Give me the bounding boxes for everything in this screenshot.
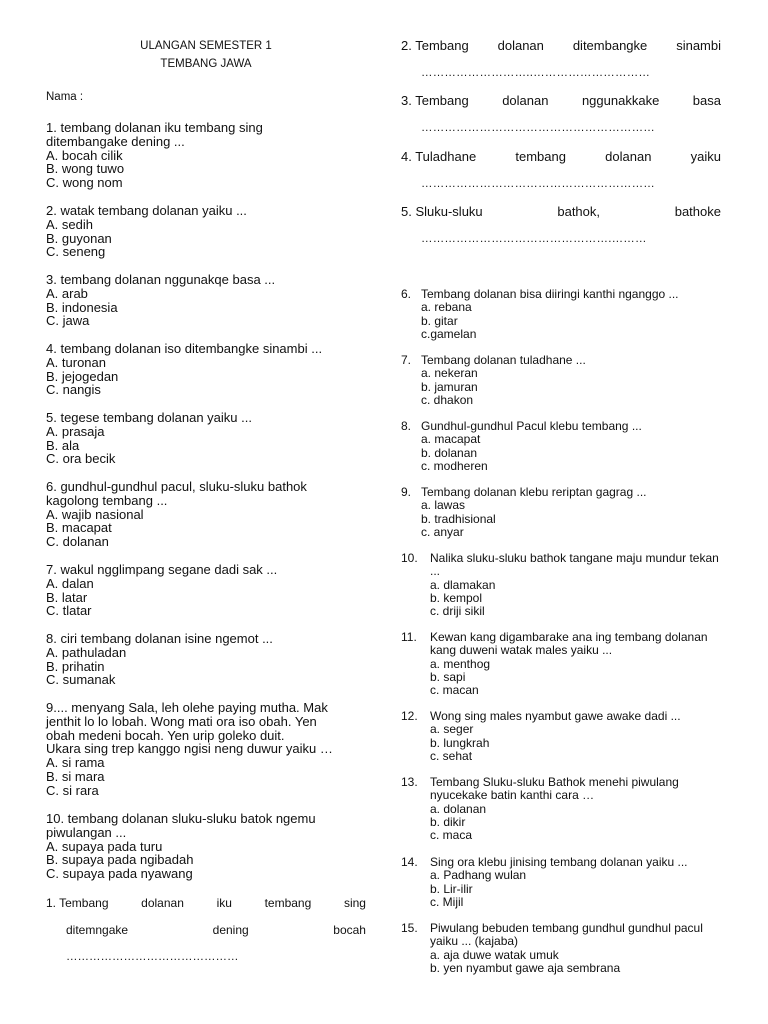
question-6 <box>401 288 721 341</box>
answer-option: C. supaya pada nyawang <box>46 866 193 882</box>
question-8 <box>401 420 721 473</box>
answer-option: c. anyar <box>421 524 464 539</box>
essay-word: dolanan <box>497 38 544 53</box>
answer-options <box>401 723 721 763</box>
answer-options <box>401 499 721 539</box>
answer-option: A. sedih <box>46 216 93 232</box>
answer-option: A. prasaja <box>46 423 105 439</box>
answer-option: b. Lir-ilir <box>430 881 473 896</box>
answer-option: a. lawas <box>421 498 466 513</box>
answer-option: C. sumanak <box>46 672 116 688</box>
answer-option: c. modheren <box>421 458 488 473</box>
essay-question-3 <box>401 93 721 134</box>
answer-option: c. macan <box>430 683 479 698</box>
question-head <box>401 776 721 803</box>
question-number: 15. <box>401 921 418 935</box>
answer-option: C. tlatar <box>46 603 92 619</box>
answer-options <box>401 367 721 407</box>
essay-prompt <box>401 204 721 219</box>
answer-option: C. ora becik <box>46 451 116 467</box>
answer-option: B. si mara <box>46 768 105 784</box>
question-text: Tembang dolanan klebu reriptan gagrag ... <box>421 485 647 499</box>
answer-option: A. wajib nasional <box>46 506 144 522</box>
question-text: Tembang dolanan tuladhane ... <box>421 353 586 367</box>
answer-option: A. supaya pada turu <box>46 838 163 854</box>
essay-word: dolanan <box>605 149 652 164</box>
answer-options <box>401 949 721 976</box>
question-head <box>401 552 721 579</box>
answer-options <box>401 658 721 698</box>
question-text: piwulangan ... <box>46 824 127 840</box>
answer-option: C. jawa <box>46 313 90 329</box>
answer-option: c. Mijil <box>430 894 464 909</box>
answer-line: …………………………………………………… <box>421 178 655 190</box>
answer-option: c.gamelan <box>421 326 477 341</box>
answer-option: B. wong tuwo <box>46 161 125 177</box>
question-10 <box>46 812 366 881</box>
essay-word: dolanan <box>502 93 549 108</box>
essay-word: yaiku <box>690 149 721 164</box>
essay-question-4 <box>401 149 721 190</box>
answer-option: b. dolanan <box>421 445 478 460</box>
question-text: obah medeni bocah. Yen urip goleko duit. <box>46 727 285 743</box>
answer-option: c. driji sikil <box>430 604 485 619</box>
question-text: 10. tembang dolanan sluku-sluku batok ngemu <box>46 811 316 826</box>
answer-options <box>401 579 721 619</box>
question-text: Tembang dolanan bisa diiringi kanthi nganggo ... <box>421 287 679 301</box>
answer-option: a. Padhang wulan <box>430 868 527 883</box>
answer-option: a. nekeran <box>421 366 478 381</box>
question-number: 14. <box>401 855 418 869</box>
question-text: Wong sing males nyambut gawe awake dadi ... <box>430 709 681 723</box>
exam-subtitle: TEMBANG JAWA <box>160 58 252 70</box>
question-head <box>401 288 721 301</box>
answer-option: a. menthog <box>430 656 491 671</box>
essay-prompt <box>401 38 721 53</box>
essay-word: nggunakkake <box>581 93 660 108</box>
answer-option: B. guyonan <box>46 230 112 246</box>
answer-line: ………………………………………….……… <box>421 233 647 245</box>
answer-option: b. lungkrah <box>430 735 490 750</box>
question-9 <box>401 486 721 539</box>
essay-word: bathok, <box>557 204 601 219</box>
question-12 <box>401 710 721 763</box>
essay-word: bathoke <box>674 204 721 219</box>
answer-option: B. jejogedan <box>46 368 119 384</box>
answer-option: C. si rara <box>46 782 99 798</box>
essay-word: sing <box>343 896 366 910</box>
answer-option: C. dolanan <box>46 534 109 550</box>
question-text: Nalika sluku-sluku bathok tangane maju mundur tekan ... <box>430 551 719 579</box>
question-head <box>401 420 721 433</box>
question-head <box>401 710 721 723</box>
question-text: 1. tembang dolanan iku tembang sing <box>46 120 263 135</box>
question-5 <box>46 411 366 466</box>
question-text: 7. wakul ngglimpang segane dadi sak ... <box>46 562 278 577</box>
question-1 <box>46 121 366 190</box>
answer-options <box>401 803 721 843</box>
question-number: 6. <box>401 287 412 301</box>
answer-options <box>401 869 721 909</box>
answer-option: B. prihatin <box>46 658 105 674</box>
question-head <box>401 922 721 949</box>
answer-options <box>401 301 721 341</box>
question-11 <box>401 631 721 697</box>
answer-option: c. dhakon <box>421 392 474 407</box>
question-text: Piwulang bebuden tembang gundhul gundhul pacul yaiku ... (kajaba) <box>430 921 703 949</box>
question-10 <box>401 552 721 618</box>
question-number: 9. <box>401 485 412 499</box>
answer-option: c. sehat <box>430 748 473 763</box>
answer-option: a. dlamakan <box>430 577 496 592</box>
essay-prompt <box>401 93 721 108</box>
question-number: 7. <box>401 353 412 367</box>
answer-option: A. si rama <box>46 755 105 771</box>
answer-option: A. dalan <box>46 575 94 591</box>
essay-word: 2. Tembang <box>401 38 469 53</box>
question-head <box>401 631 721 658</box>
answer-option: b. kempol <box>430 590 483 605</box>
answer-option: A. arab <box>46 285 88 301</box>
answer-option: B. supaya pada ngibadah <box>46 852 194 868</box>
answer-option: a. dolanan <box>430 801 487 816</box>
essay-word: iku <box>216 896 232 910</box>
question-number: 8. <box>401 419 412 433</box>
question-text: 3. tembang dolanan nggunakqe basa ... <box>46 272 276 287</box>
answer-option: b. sapi <box>430 669 466 684</box>
exam-title: ULANGAN SEMESTER 1 <box>140 40 272 52</box>
answer-option: c. maca <box>430 828 473 843</box>
question-7 <box>401 354 721 407</box>
question-text: ditembangake dening ... <box>46 133 185 149</box>
answer-option: B. latar <box>46 589 88 605</box>
question-number: 11. <box>401 630 417 644</box>
answer-option: b. dikir <box>430 814 466 829</box>
answer-option: a. rebana <box>421 300 472 315</box>
question-text: 2. watak tembang dolanan yaiku ... <box>46 203 247 218</box>
essay-word: dolanan <box>141 896 184 910</box>
question-text: Ukara sing trep kanggo ngisi neng duwur yaiku … <box>46 741 333 757</box>
answer-options <box>401 433 721 473</box>
question-head <box>401 354 721 367</box>
question-9 <box>46 701 366 798</box>
question-7 <box>46 563 366 618</box>
question-number: 12. <box>401 709 418 723</box>
question-text: 4. tembang dolanan iso ditembangke sinambi ... <box>46 341 323 356</box>
question-text: Sing ora klebu jinising tembang dolanan yaiku ... <box>430 855 688 869</box>
answer-option: a. macapat <box>421 432 481 447</box>
answer-option: A. pathuladan <box>46 644 127 660</box>
answer-option: a. seger <box>430 722 474 737</box>
answer-option: B. indonesia <box>46 299 118 315</box>
answer-line: ………………………..………………………… <box>421 67 651 79</box>
question-13 <box>401 776 721 842</box>
essay-word: sinambi <box>676 38 721 53</box>
answer-option: C. wong nom <box>46 175 123 191</box>
answer-option: b. yen nyambut gawe aja sembrana <box>430 960 621 975</box>
question-6 <box>46 480 366 549</box>
question-text: 5. tegese tembang dolanan yaiku ... <box>46 410 252 425</box>
essay-word: ditembangke <box>572 38 648 53</box>
answer-option: C. nangis <box>46 382 101 398</box>
answer-option: b. gitar <box>421 313 458 328</box>
question-text: 9.... menyang Sala, leh olehe paying mutha. Mak <box>46 700 328 715</box>
question-number: 13. <box>401 775 418 789</box>
essay-word: 3. Tembang <box>401 93 469 108</box>
question-head <box>401 486 721 499</box>
answer-option: A. turonan <box>46 354 106 370</box>
question-text: kagolong tembang ... <box>46 492 168 508</box>
answer-option: B. macapat <box>46 520 112 536</box>
answer-option: B. ala <box>46 437 80 453</box>
essay-word: 1. Tembang <box>46 896 109 910</box>
question-3 <box>46 273 366 328</box>
essay-prompt <box>401 149 721 164</box>
question-number: 10. <box>401 551 418 565</box>
answer-option: A. bocah cilik <box>46 147 123 163</box>
answer-option: a. aja duwe watak umuk <box>430 947 559 962</box>
answer-line: ……………………………………… <box>66 951 239 963</box>
question-text: 8. ciri tembang dolanan isine ngemot ... <box>46 631 273 646</box>
essay-word: bocah <box>333 923 366 937</box>
essay-word: tembang <box>264 896 312 910</box>
essay-word: 5. Sluku-sluku <box>401 204 483 219</box>
essay-word: dening <box>212 923 249 937</box>
essay-word: 4. Tuladhane <box>401 149 477 164</box>
essay-question-2 <box>401 38 721 79</box>
essay-word: basa <box>692 93 721 108</box>
question-text: Tembang Sluku-sluku Bathok menehi piwulang nyucekake batin kanthi cara … <box>430 775 679 803</box>
answer-option: b. jamuran <box>421 379 478 394</box>
question-14 <box>401 856 721 909</box>
name-label: Nama : <box>46 91 84 103</box>
answer-option: b. tradhisional <box>421 511 496 526</box>
essay-word: tembang <box>515 149 566 164</box>
essay-word: ditemngake <box>66 923 129 937</box>
question-head <box>401 856 721 869</box>
answer-line: …………………………………………………… <box>421 122 655 134</box>
question-4 <box>46 342 366 397</box>
question-8 <box>46 632 366 687</box>
essay-question-5 <box>401 204 721 245</box>
question-text: jenthit lo lo lobah. Wong mati ora iso obah. Yen <box>46 713 317 729</box>
question-2 <box>46 204 366 259</box>
answer-option: C. seneng <box>46 244 106 260</box>
question-text: Gundhul-gundhul Pacul klebu tembang ... <box>421 419 642 433</box>
question-text: 6. gundhul-gundhul pacul, sluku-sluku bathok <box>46 479 307 494</box>
question-15 <box>401 922 721 975</box>
question-text: Kewan kang digambarake ana ing tembang dolanan kang duweni watak males yaiku ... <box>430 630 708 658</box>
